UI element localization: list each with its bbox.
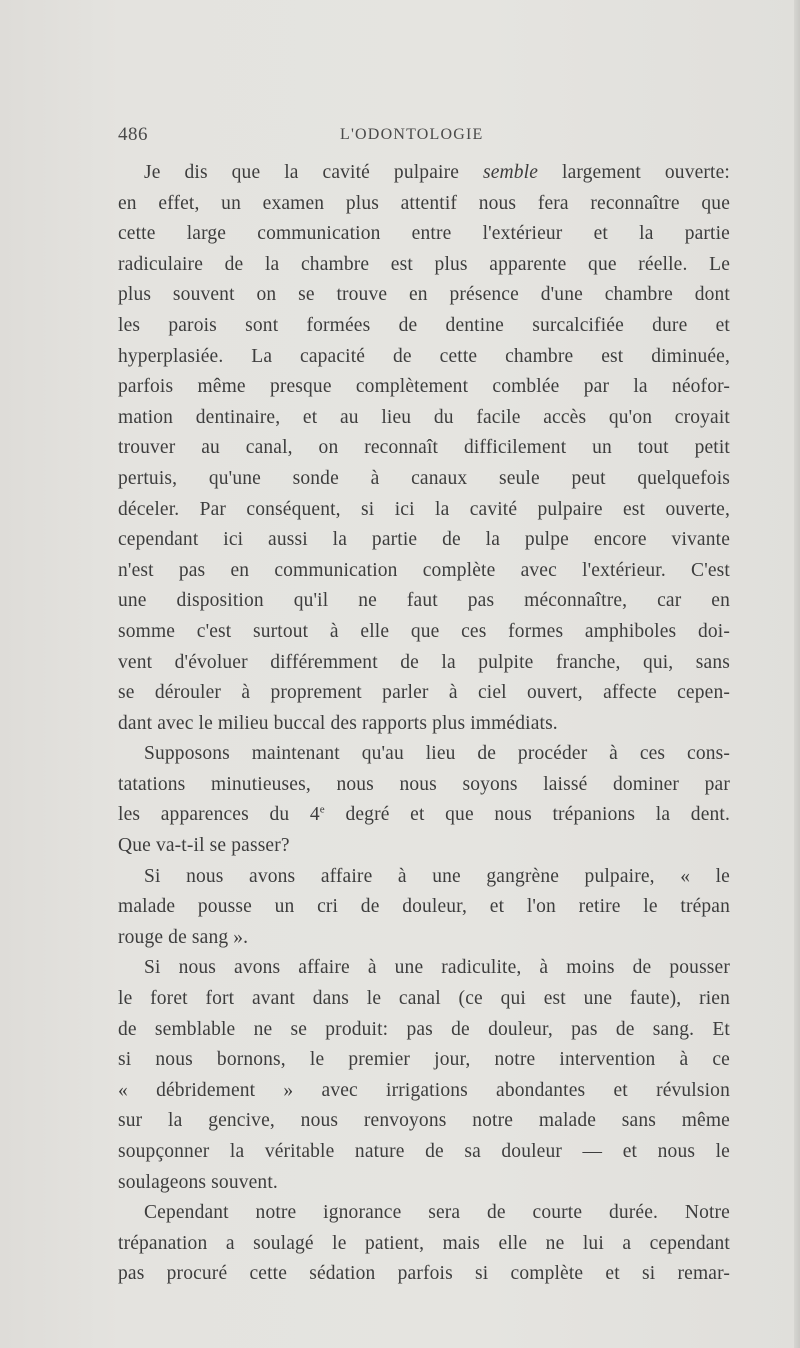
page-edge-shadow <box>794 0 800 1348</box>
paragraph <box>118 158 730 739</box>
text-line: les parois sont formées de dentine surcalcifiée dure et <box>118 314 730 336</box>
text-line: somme c'est surtout à elle que ces formes amphiboles doi- <box>118 620 730 642</box>
paragraph <box>118 739 730 861</box>
text-span: Je dis que la cavité pulpaire <box>144 162 483 183</box>
text-line: mation dentinaire, et au lieu du facile accès qu'on croyait <box>118 406 730 428</box>
superscript: e <box>319 803 325 816</box>
text-line: une disposition qu'il ne faut pas méconnaître, car en <box>118 590 730 612</box>
text-line: hyperplasiée. La capacité de cette chambre est diminuée, <box>118 345 730 367</box>
running-header <box>118 124 728 152</box>
text-line: soupçonner la véritable nature de sa douleur — et nous le <box>118 1141 730 1162</box>
text-line: « débridement » avec irrigations abondantes et révulsion <box>118 1079 730 1101</box>
text-line: si nous bornons, le premier jour, notre intervention à ce <box>118 1049 730 1071</box>
text-line: cette large communication entre l'extérieur et la partie <box>118 223 730 245</box>
text-line: pertuis, qu'une sonde à canaux seule peut quelquefois <box>118 467 730 489</box>
text-line: Si nous avons affaire à une radiculite, à moins de pousser <box>144 957 730 979</box>
text-line: déceler. Par conséquent, si ici la cavité pulpaire est ouverte, <box>118 498 730 520</box>
text-line: Cependant notre ignorance sera de courte durée. Notre <box>144 1202 730 1224</box>
text-line: parfois même presque complètement comblée par la néofor- <box>118 376 730 398</box>
text-line: se dérouler à proprement parler à ciel ouvert, affecte cepen- <box>118 682 730 704</box>
text-line: radiculaire de la chambre est plus apparente que réelle. Le <box>118 253 730 275</box>
running-title: L'ODONTOLOGIE <box>340 126 484 143</box>
text-line: tatations minutieuses, nous nous soyons laissé dominer par <box>118 773 730 795</box>
text-line: dant avec le milieu buccal des rapports plus immédiats. <box>118 712 558 734</box>
text-line: le foret fort avant dans le canal (ce qui est une faute), rien <box>118 988 730 1010</box>
text-line: Que va-t-il se passer? <box>118 835 290 857</box>
italic-word: semble <box>482 162 539 183</box>
text-span: degré et que nous trépanions la dent. <box>324 804 730 826</box>
page-number: 486 <box>118 124 148 145</box>
text-line <box>118 800 730 831</box>
body-text <box>118 158 730 1290</box>
text-span: les apparences du 4 <box>118 804 320 826</box>
text-line: trouver au canal, on reconnaît difficilement un tout petit <box>118 437 730 459</box>
text-span: largement ouverte: <box>538 162 730 183</box>
text-line: de semblable ne se produit: pas de douleur, pas de sang. Et <box>118 1018 730 1040</box>
text-line: Si nous avons affaire à une gangrène pulpaire, « le <box>144 865 730 887</box>
paragraph <box>118 1198 730 1290</box>
paragraph <box>118 953 730 1198</box>
text-line: pas procuré cette sédation parfois si complète et si remar- <box>118 1263 730 1285</box>
text-line: n'est pas en communication complète avec l'extérieur. C'est <box>118 559 730 581</box>
text-line: Supposons maintenant qu'au lieu de procéder à ces cons- <box>144 743 730 765</box>
text-line: plus souvent on se trouve en présence d'une chambre dont <box>118 284 730 306</box>
text-line: malade pousse un cri de douleur, et l'on retire le trépan <box>118 896 730 918</box>
text-line: soulageons souvent. <box>118 1171 278 1193</box>
paragraph <box>118 862 730 954</box>
text-line: trépanation a soulagé le patient, mais elle ne lui a cependant <box>118 1232 730 1254</box>
text-line: en effet, un examen plus attentif nous fera reconnaître que <box>118 192 730 214</box>
text-line: sur la gencive, nous renvoyons notre malade sans même <box>118 1110 730 1132</box>
text-line: cependant ici aussi la partie de la pulpe encore vivante <box>118 529 730 551</box>
text-line: rouge de sang ». <box>118 926 249 948</box>
text-line <box>118 158 730 189</box>
text-line: vent d'évoluer différemment de la pulpite franche, qui, sans <box>118 651 730 673</box>
